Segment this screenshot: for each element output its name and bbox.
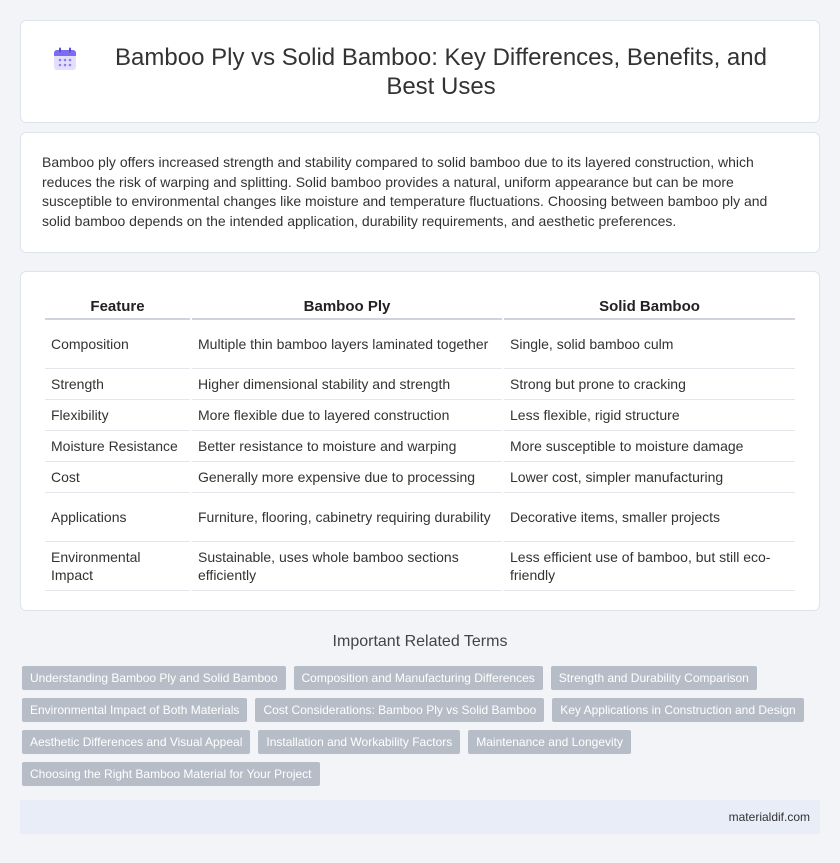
table-row [45, 320, 795, 369]
calendar-icon [51, 45, 79, 73]
footer-site-link[interactable]: materialdif.com [728, 810, 810, 824]
cell-solid-bamboo: Less flexible, rigid structure [504, 400, 795, 431]
related-term-tag[interactable]: Maintenance and Longevity [468, 730, 631, 754]
page-title: Bamboo Ply vs Solid Bamboo: Key Differences, Benefits, and Best Uses [115, 43, 767, 100]
table-header-row [45, 292, 795, 320]
table-row [45, 462, 795, 493]
cell-solid-bamboo: Single, solid bamboo culm [504, 320, 795, 369]
cell-solid-bamboo: Less efficient use of bamboo, but still eco-friendly [504, 542, 795, 591]
table-row [45, 493, 795, 542]
cell-feature: Cost [45, 462, 190, 493]
related-term-tag[interactable]: Aesthetic Differences and Visual Appeal [22, 730, 250, 754]
cell-bamboo-ply: Generally more expensive due to processing [192, 462, 502, 493]
related-term-tag[interactable]: Environmental Impact of Both Materials [22, 698, 247, 722]
cell-feature: Strength [45, 369, 190, 400]
table-row [45, 369, 795, 400]
related-term-tag[interactable]: Strength and Durability Comparison [551, 666, 757, 690]
cell-feature: Moisture Resistance [45, 431, 190, 462]
header-solid-bamboo: Solid Bamboo [504, 292, 795, 320]
title-card [20, 20, 820, 123]
cell-feature: Composition [45, 320, 190, 369]
related-term-tag[interactable]: Cost Considerations: Bamboo Ply vs Solid Bamboo [255, 698, 544, 722]
cell-bamboo-ply: Multiple thin bamboo layers laminated together [192, 320, 502, 369]
comparison-table [43, 292, 797, 591]
cell-feature: Environmental Impact [45, 542, 190, 591]
cell-solid-bamboo: Decorative items, smaller projects [504, 493, 795, 542]
cell-bamboo-ply: Sustainable, uses whole bamboo sections efficiently [192, 542, 502, 591]
related-term-tag[interactable]: Understanding Bamboo Ply and Solid Bamboo [22, 666, 286, 690]
table-row [45, 400, 795, 431]
related-terms-title: Important Related Terms [332, 633, 508, 650]
summary-text: Bamboo ply offers increased strength and stability compared to solid bamboo due to its layered construction, which reduces the risk of warping and splitting. Solid bamboo provides a natural, uniform appearance but can be more susceptible to environmental changes like moisture and temperature fluctuations. Choosing between bamboo ply and solid bamboo depends on the intended application, durability requirements, and aesthetic preferences. [42, 154, 768, 229]
comparison-table-card [20, 271, 820, 611]
cell-feature: Flexibility [45, 400, 190, 431]
cell-solid-bamboo: Strong but prone to cracking [504, 369, 795, 400]
title-wrap [51, 43, 789, 101]
related-term-tag[interactable]: Key Applications in Construction and Design [552, 698, 803, 722]
cell-solid-bamboo: More susceptible to moisture damage [504, 431, 795, 462]
header-feature: Feature [45, 292, 190, 320]
related-terms-list [22, 666, 820, 786]
table-row [45, 431, 795, 462]
related-term-tag[interactable]: Composition and Manufacturing Differences [294, 666, 543, 690]
related-term-tag[interactable]: Installation and Workability Factors [258, 730, 460, 754]
table-row [45, 542, 795, 591]
cell-bamboo-ply: Furniture, flooring, cabinetry requiring durability [192, 493, 502, 542]
header-bamboo-ply: Bamboo Ply [192, 292, 502, 320]
cell-bamboo-ply: More flexible due to layered construction [192, 400, 502, 431]
summary-card [20, 132, 820, 253]
footer [20, 800, 820, 834]
cell-bamboo-ply: Higher dimensional stability and strength [192, 369, 502, 400]
related-term-tag[interactable]: Choosing the Right Bamboo Material for Your Project [22, 762, 320, 786]
cell-bamboo-ply: Better resistance to moisture and warping [192, 431, 502, 462]
cell-feature: Applications [45, 493, 190, 542]
cell-solid-bamboo: Lower cost, simpler manufacturing [504, 462, 795, 493]
